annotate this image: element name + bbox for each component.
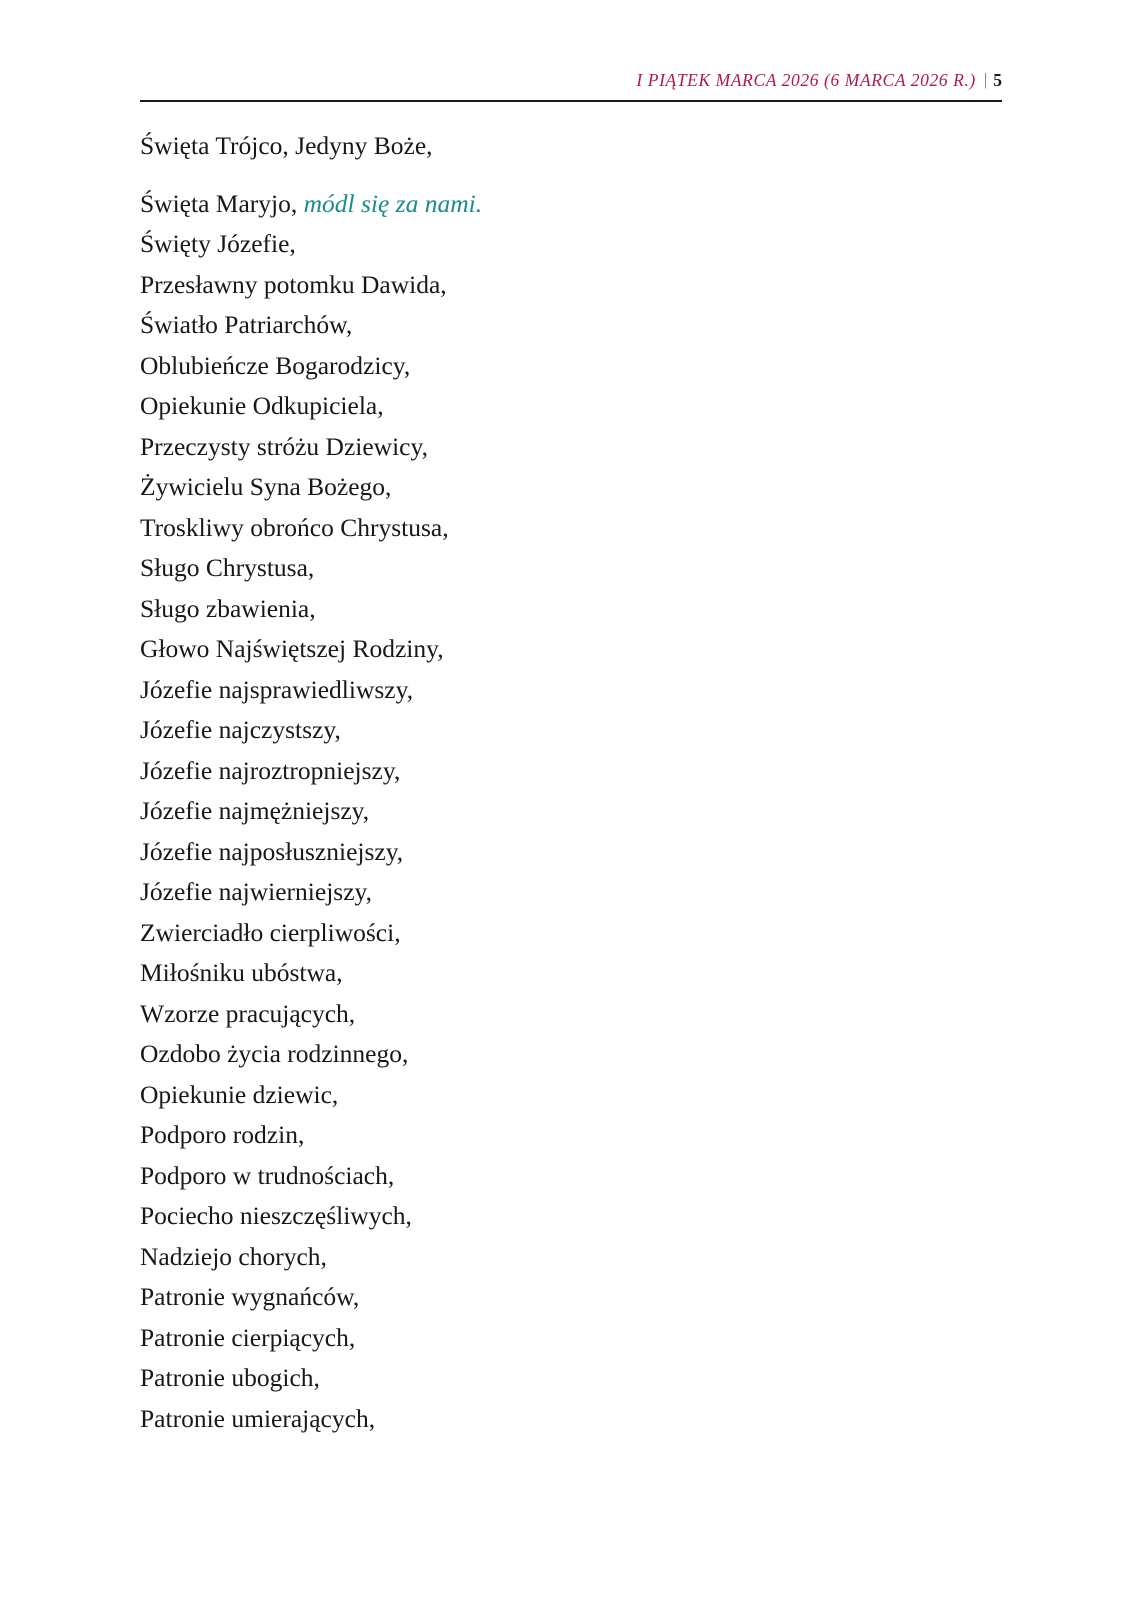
page-number: 5 — [993, 70, 1002, 90]
litany-invocation-line: Głowo Najświętszej Rodziny, — [140, 634, 444, 663]
litany-invocation-line: Opiekunie Odkupiciela, — [140, 391, 384, 420]
litany-invocation-line: Patronie umierających, — [140, 1403, 376, 1433]
litany-invocation-line: Ozdobo życia rodzinnego, — [140, 1039, 409, 1068]
litany-invocation-line: Józefie najczystszy, — [140, 715, 341, 744]
litany-invocation-line: Józefie najmężniejszy, — [140, 796, 370, 825]
litany-invocation-line: Święty Józefie, — [140, 229, 296, 258]
litany-invocation-line: Sługo Chrystusa, — [140, 553, 315, 582]
litany-invocation-line: Podporo rodzin, — [140, 1120, 305, 1149]
litany-invocation-line: Światło Patriarchów, — [140, 310, 353, 339]
litany-invocation-line: Patronie wygnańców, — [140, 1282, 360, 1311]
litany-invocation-line: Patronie cierpiących, — [140, 1322, 356, 1352]
litany-invocation-line: Oblubieńcze Bogarodzicy, — [140, 350, 411, 380]
litany-invocation-line: Józefie najposłuszniejszy, — [140, 836, 404, 866]
litany-invocation-line: Nadziejo chorych, — [140, 1241, 327, 1271]
header-divider — [140, 100, 1002, 102]
litany-invocation-line: Przeczysty stróżu Dziewicy, — [140, 431, 428, 461]
litany-invocation-line: Sługo zbawienia, — [140, 593, 316, 623]
litany-invocation-line: Józefie najwierniejszy, — [140, 877, 372, 906]
litany-body — [140, 126, 1002, 1439]
litany-invocation-line: Patronie ubogich, — [140, 1363, 320, 1392]
litany-first-invocation-line — [140, 184, 1002, 225]
litany-invocation-line: Troskliwy obrońco Chrystusa, — [140, 512, 449, 542]
litany-invocation-line: Przesławny potomku Dawida, — [140, 269, 447, 299]
litany-response-text: módl się za nami. — [303, 188, 483, 218]
litany-invocation-text: Święta Maryjo, — [140, 188, 298, 218]
litany-invocation-line: Józefie najsprawiedliwszy, — [140, 674, 414, 704]
litany-invocation-line: Pociecho nieszczęśliwych, — [140, 1201, 412, 1230]
litany-invocation-list — [140, 224, 1002, 1439]
litany-invocation-line: Opiekunie dziewic, — [140, 1079, 339, 1109]
litany-invocation-line: Józefie najroztropniejszy, — [140, 755, 401, 785]
litany-invocation-line: Podporo w trudnościach, — [140, 1160, 395, 1190]
litany-invocation-line: Żywicielu Syna Bożego, — [140, 472, 392, 501]
page-header — [140, 70, 1002, 100]
litany-invocation-line: Zwierciadło cierpliwości, — [140, 917, 401, 947]
litany-invocation-line: Wzorze pracujących, — [140, 998, 356, 1028]
litany-opening-line: Święta Trójco, Jedyny Boże, — [140, 131, 433, 160]
header-title: I PIĄTEK MARCA 2026 (6 MARCA 2026 R.) — [636, 70, 976, 90]
header-separator: | — [983, 70, 988, 89]
litany-invocation-line: Miłośniku ubóstwa, — [140, 958, 343, 987]
